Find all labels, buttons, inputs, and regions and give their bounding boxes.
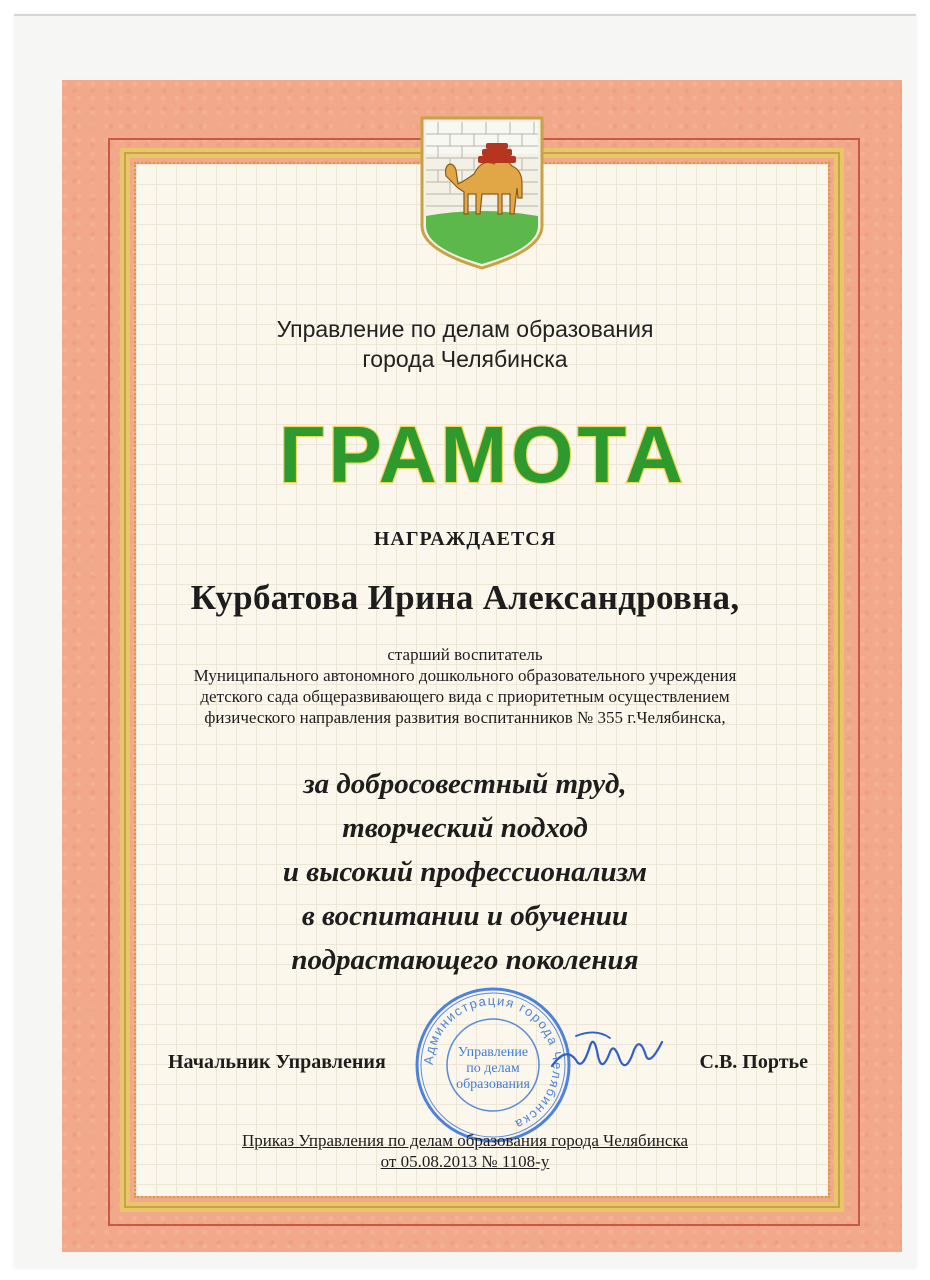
stamp-center-line-3: образования [456, 1077, 530, 1092]
order-line-2: от 05.08.2013 № 1108-у [380, 1152, 550, 1171]
stamp-center-line-1: Управление [457, 1045, 529, 1060]
issuer-line-1: Управление по делам образования [276, 316, 654, 342]
recipient-position [0, 644, 930, 728]
order-line-1: Приказ Управления по делам образования города Челябинска [241, 1131, 688, 1150]
signatory-title: Начальник Управления [168, 1051, 386, 1073]
position-line: старший воспитатель [387, 645, 543, 664]
certificate-title [248, 412, 718, 494]
title-text: ГРАМОТА [279, 412, 687, 494]
signatory-name: С.В. Портье [699, 1051, 808, 1073]
awarded-label: НАГРАЖДАЕТСЯ [373, 528, 557, 550]
stamp-outer-text: Администрация города Челябинска [420, 992, 566, 1133]
reason-line: подрастающего поколения [291, 944, 639, 976]
stamp-center-line-2: по делам [466, 1061, 520, 1076]
reason-line: и высокий профессионализм [282, 856, 648, 888]
position-line: детского сада общеразвивающего вида с приоритетным осуществлением [200, 687, 730, 706]
position-line: физического направления развития воспитанников № 355 г.Челябинска, [204, 708, 726, 727]
recipient-name: Курбатова Ирина Александровна, [190, 578, 740, 617]
order-reference [0, 1130, 930, 1172]
chelyabinsk-coat-of-arms-icon [418, 114, 546, 270]
award-reason [0, 762, 930, 982]
issuer-block [0, 314, 930, 374]
position-line: Муниципального автономного дошкольного образовательного учреждения [193, 666, 737, 685]
handwritten-signature [546, 1016, 666, 1086]
reason-line: творческий подход [342, 812, 588, 844]
issuer-line-2: города Челябинска [362, 346, 568, 372]
reason-line: в воспитании и обучении [301, 900, 629, 932]
reason-line: за добросовестный труд, [303, 768, 627, 800]
